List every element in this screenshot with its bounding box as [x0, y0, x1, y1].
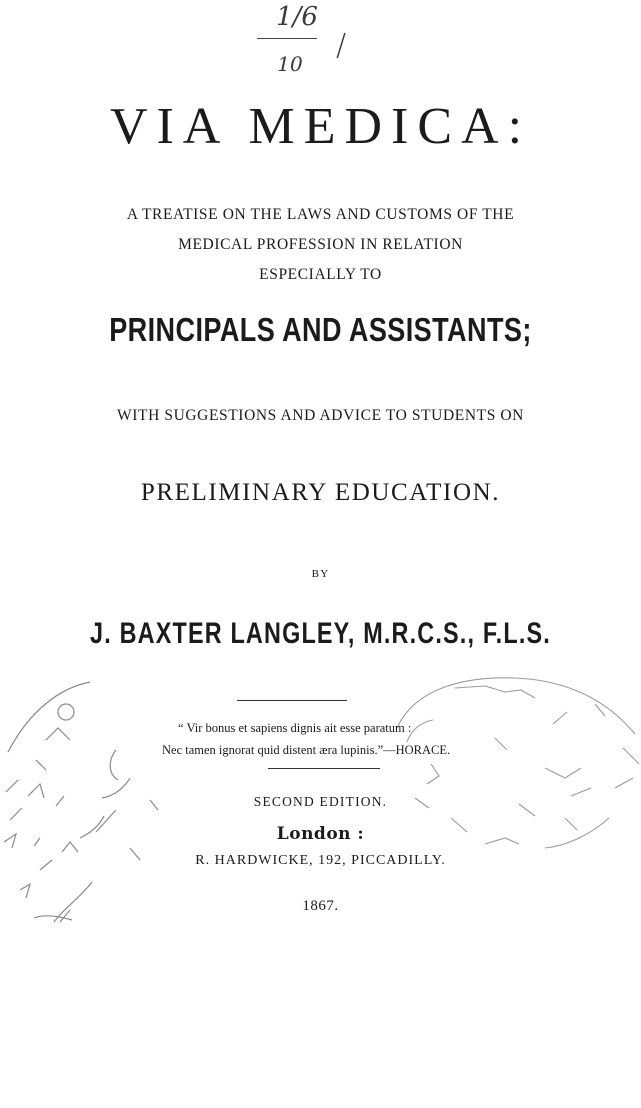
subtitle-line-3: ESPECIALLY TO — [259, 266, 382, 283]
book-title: VIA MEDICA: — [109, 98, 532, 155]
subtitle — [0, 200, 641, 290]
motto-rule — [237, 700, 347, 701]
edition-rule — [268, 768, 380, 769]
suggestions-line: WITH SUGGESTIONS AND ADVICE TO STUDENTS ON — [117, 407, 524, 424]
subtitle-line-2: MEDICAL PROFESSION IN RELATION — [178, 236, 463, 253]
handwritten-rule — [257, 38, 317, 39]
imprint-year: 1867. — [302, 898, 339, 914]
handwritten-stroke: / — [336, 28, 347, 63]
stamp-arc — [8, 682, 90, 752]
preliminary-education-title: PRELIMINARY EDUCATION. — [140, 479, 501, 506]
subtitle-line-1: A TREATISE ON THE LAWS AND CUSTOMS OF THE — [126, 206, 515, 223]
handwritten-shelfmark-top: 1/6 — [276, 2, 318, 32]
secondary-title: PRINCIPALS AND ASSISTANTS; — [109, 311, 532, 348]
author-name: J. BAXTER LANGLEY, M.R.C.S., F.L.S. — [90, 617, 551, 650]
edition-label: SECOND EDITION. — [253, 794, 388, 809]
imprint-publisher: R. HARDWICKE, 192, PICCADILLY. — [195, 853, 446, 868]
imprint-city: London : — [276, 824, 365, 844]
by-label: BY — [311, 568, 330, 580]
handwritten-shelfmark-bottom: 10 — [277, 52, 303, 76]
motto-line-2: Nec tamen ignorat quid distent æra lupinis.”—HORACE. — [162, 743, 451, 757]
motto-line-1: “ Vir bonus et sapiens dignis ait esse paratum : — [178, 721, 412, 735]
